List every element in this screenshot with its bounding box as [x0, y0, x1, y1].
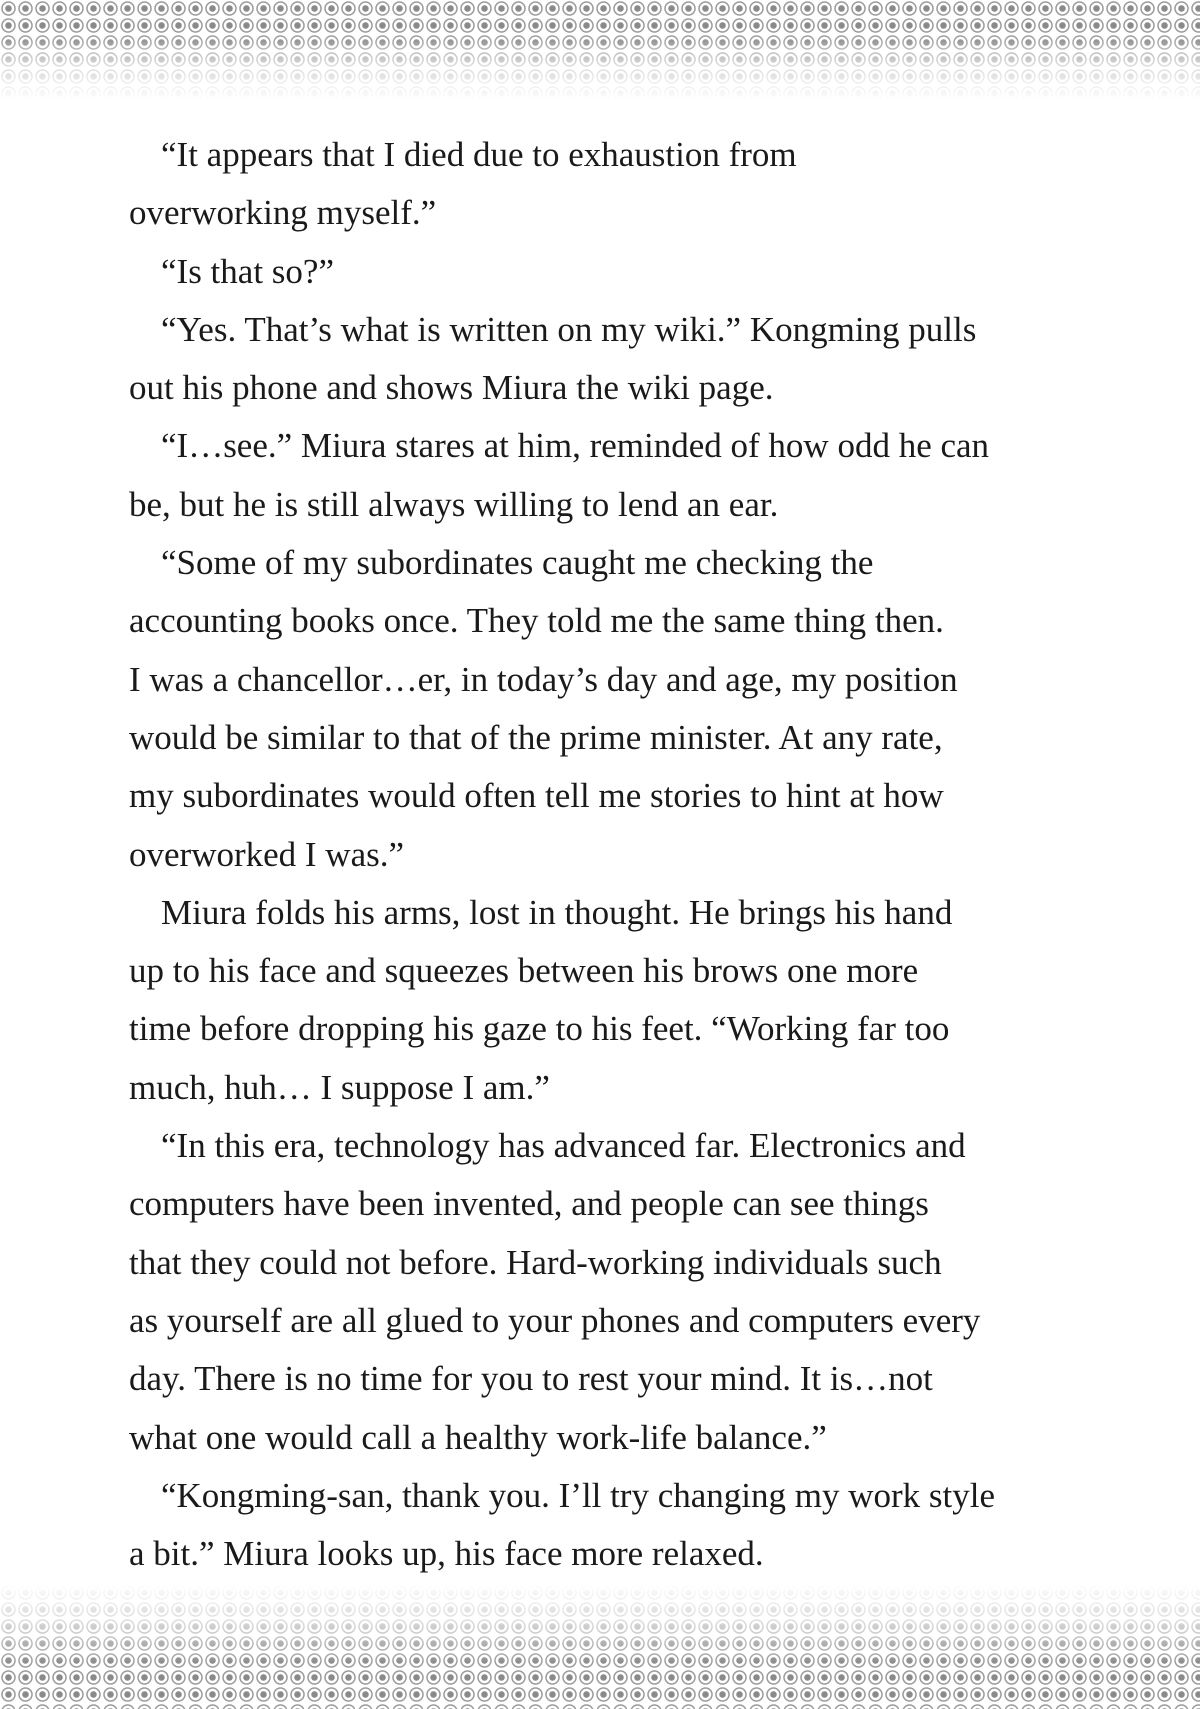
text-line: “I…see.” Miura stares at him, reminded of how odd he can: [161, 426, 990, 466]
text-line: Miura folds his arms, lost in thought. He brings his hand: [161, 892, 953, 932]
decorative-pattern-top: [0, 0, 1200, 100]
text-line: “Yes. That’s what is written on my wiki.” Kongming pulls: [161, 309, 977, 349]
text-line: “Kongming-san, thank you. I’ll try changing my work style: [161, 1475, 996, 1515]
text-line: time before dropping his gaze to his feet. “Working far too: [129, 1009, 950, 1049]
text-line: what one would call a healthy work-life balance.”: [129, 1417, 827, 1457]
text-line: a bit.” Miura looks up, his face more relaxed.: [129, 1534, 764, 1574]
text-line: would be similar to that of the prime minister. At any rate,: [129, 717, 943, 757]
text-line: much, huh… I suppose I am.”: [129, 1067, 550, 1107]
text-line: overworked I was.”: [129, 834, 405, 874]
text-line: be, but he is still always willing to lend an ear.: [129, 484, 779, 524]
text-line: “In this era, technology has advanced far. Electronics and: [161, 1126, 966, 1166]
text-line: accounting books once. They told me the same thing then.: [129, 601, 944, 641]
text-line: my subordinates would often tell me stories to hint at how: [129, 776, 944, 816]
text-line: “It appears that I died due to exhaustion from: [161, 135, 797, 174]
text-line: as yourself are all glued to your phones and computers every: [129, 1300, 981, 1340]
text-line: computers have been invented, and people can see things: [129, 1184, 929, 1224]
text-line: overworking myself.”: [129, 193, 437, 233]
text-line: “Some of my subordinates caught me checking the: [161, 543, 874, 583]
text-line: out his phone and shows Miura the wiki page.: [129, 368, 774, 408]
text-line: I was a chancellor…er, in today’s day and age, my position: [129, 659, 958, 699]
text-line: day. There is no time for you to rest your mind. It is…not: [129, 1359, 933, 1399]
text-line: that they could not before. Hard-working individuals such: [129, 1242, 942, 1282]
decorative-pattern-bottom: [0, 1584, 1200, 1709]
text-line: “Is that so?”: [161, 251, 334, 291]
text-line: up to his face and squeezes between his brows one more: [129, 951, 919, 991]
page-body-text: [129, 126, 1129, 1583]
